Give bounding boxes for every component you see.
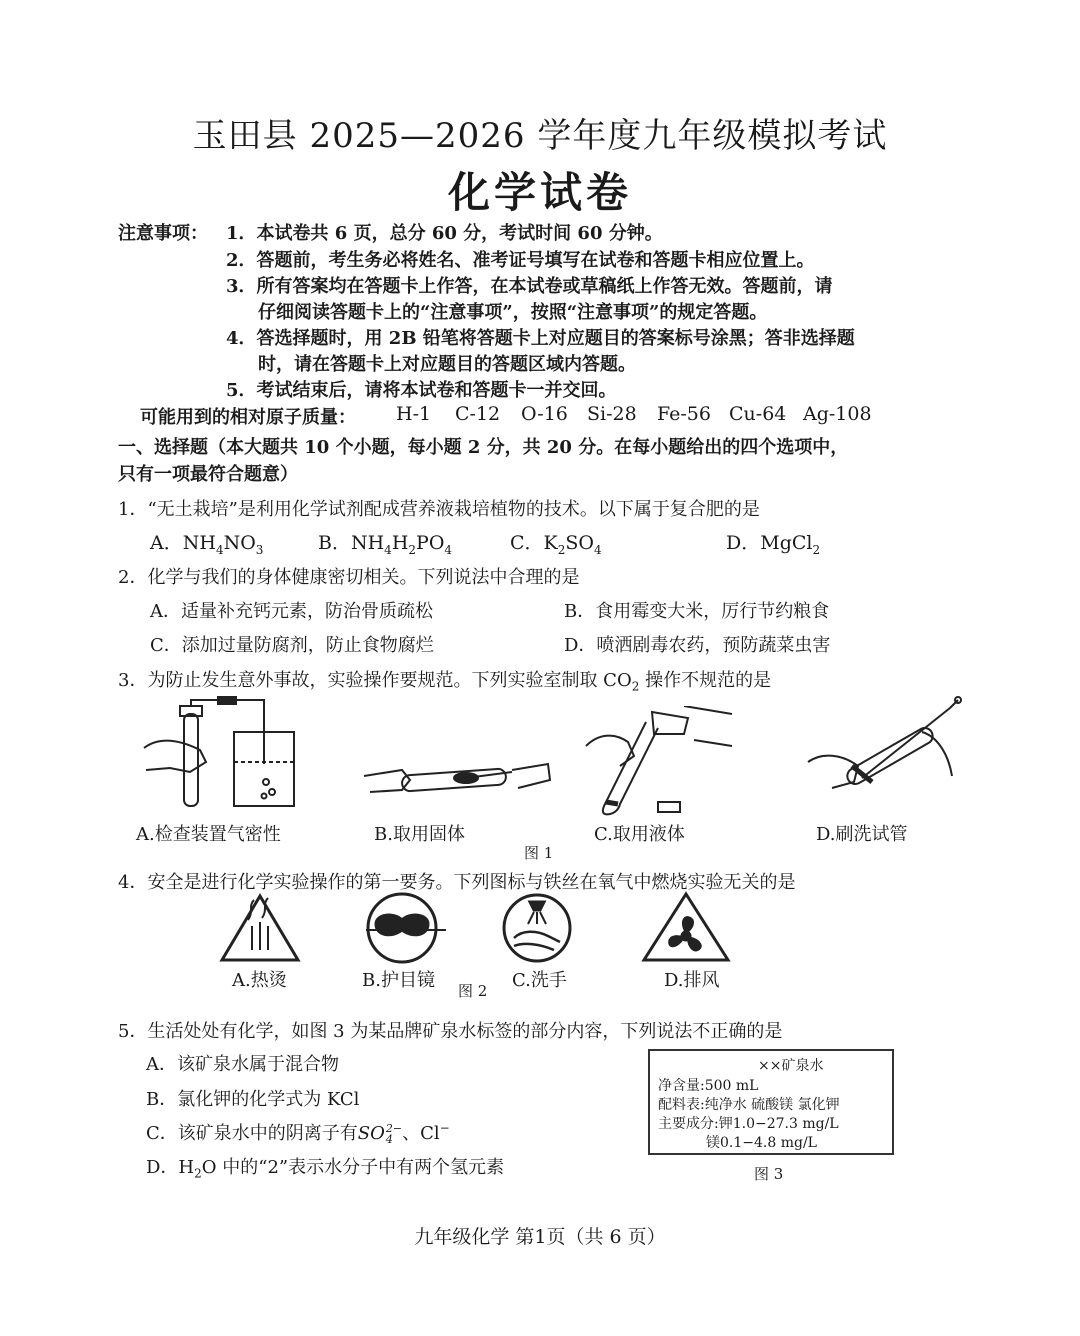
atomic-mass-o: O-16 <box>521 403 568 425</box>
figure1-liquid-pouring-illustration <box>584 706 734 818</box>
atomic-mass-fe: Fe-56 <box>657 403 711 425</box>
notice-item-5: 5．考试结束后，请将本试卷和答题卡一并交回。 <box>226 380 617 401</box>
label-net-content: 净含量:500 mL <box>658 1078 759 1094</box>
q1-option-c: C．$K_2SO_4$ <box>510 532 602 557</box>
q3-caption-c: C.取用液体 <box>594 824 685 845</box>
exhaust-fan-warning-icon <box>640 890 732 964</box>
atomic-mass-cu: Cu-64 <box>729 403 787 425</box>
notice-item-1: 1．本试卷共 6 页，总分 60 分，考试时间 60 分钟。 <box>226 223 663 244</box>
q2-option-a: A．适量补充钙元素，防治骨质疏松 <box>150 601 433 622</box>
atomic-mass-h: H-1 <box>396 403 432 425</box>
figure2-number: 图 2 <box>458 982 488 1000</box>
q5-stem: 5．生活处处有化学，如图 3 为某品牌矿泉水标签的部分内容，下列说法不正确的是 <box>118 1021 783 1042</box>
figure1-tube-brushing-illustration <box>802 696 962 812</box>
q2-option-c: C．添加过量防腐剂，防止食物腐烂 <box>150 635 434 656</box>
figure1-airtightness-check-illustration <box>140 696 320 814</box>
notice-item-3: 3．所有答案均在答题卡上作答，在本试卷或草稿纸上作答无效。答题前，请 <box>226 276 833 297</box>
section1-heading-line2: 只有一项最符合题意） <box>118 464 298 485</box>
q4-caption-b: B.护目镜 <box>362 970 435 991</box>
section1-heading-line1: 一、选择题（本大题共 10 个小题，每小题 2 分，共 20 分。在每小题给出的四个选项中， <box>118 437 849 458</box>
label-magnesium: 镁0.1−4.8 mg/L <box>706 1135 817 1151</box>
label-potassium: 主要成分:钾1.0−27.3 mg/L <box>658 1116 839 1132</box>
figure1-number: 图 1 <box>524 844 554 862</box>
q3-caption-a: A.检查装置气密性 <box>136 824 281 845</box>
q1-stem: 1．“无土栽培”是利用化学试剂配成营养液栽培植物的技术。以下属于复合肥的是 <box>118 499 760 520</box>
atomic-mass-lead: 可能用到的相对原子质量： <box>140 407 356 428</box>
figure3-number: 图 3 <box>754 1165 784 1183</box>
notice-item-3-cont: 仔细阅读答题卡上的“注意事项”，按照“注意事项”的规定答题。 <box>258 302 768 323</box>
q1-option-a: A．$NH_4NO_3$ <box>150 532 264 557</box>
q4-caption-c: C.洗手 <box>512 970 567 991</box>
q4-stem: 4．安全是进行化学实验操作的第一要务。下列图标与铁丝在氧气中燃烧实验无关的是 <box>118 872 796 893</box>
figure1-solid-sampling-illustration <box>362 758 552 808</box>
exam-title: 玉田县 2025—2026 学年度九年级模拟考试 <box>192 116 888 156</box>
q5-option-c: C．该矿泉水中的阴离子有SO 2− 4 、Cl− <box>146 1121 450 1146</box>
mineral-water-label <box>648 1049 894 1155</box>
q2-stem: 2．化学与我们的身体健康密切相关。下列说法中合理的是 <box>118 567 580 588</box>
atomic-mass-ag: Ag-108 <box>803 403 872 425</box>
q3-stem: 3．为防止发生意外事故，实验操作要规范。下列实验室制取 $CO_2$ 操作不规范的是 <box>118 670 772 694</box>
q4-caption-d: D.排风 <box>664 970 720 991</box>
label-title: ××矿泉水 <box>758 1058 824 1074</box>
q5-option-d: D．$H_2O$ 中的“2”表示水分子中有两个氢元素 <box>146 1157 505 1181</box>
notice-lead: 注意事项： <box>118 223 208 244</box>
q2-option-b: B．食用霉变大米，厉行节约粮食 <box>564 601 830 622</box>
notice-item-4: 4．答选择题时，用 2B 铅笔将答题卡上对应题目的答案标号涂黑；答非选择题 <box>226 328 855 349</box>
exam-subject-title: 化学试卷 <box>447 168 632 217</box>
notice-item-2: 2．答题前，考生务必将姓名、准考证号填写在试卷和答题卡相应位置上。 <box>226 250 815 271</box>
q3-caption-d: D.刷洗试管 <box>816 824 908 845</box>
wash-hands-icon <box>500 892 574 964</box>
atomic-mass-si: Si-28 <box>587 403 637 425</box>
q3-caption-b: B.取用固体 <box>374 824 465 845</box>
label-ingredients: 配料表:纯净水 硫酸镁 氯化钾 <box>658 1097 840 1113</box>
hot-surface-warning-icon <box>218 892 302 964</box>
q2-option-d: D．喷洒剧毒农药，预防蔬菜虫害 <box>564 635 831 656</box>
notice-item-4-cont: 时，请在答题卡上对应题目的答题区域内答题。 <box>258 354 636 375</box>
q1-option-b: B．$NH_4H_2PO_4$ <box>318 532 453 557</box>
q5-option-a: A．该矿泉水属于混合物 <box>146 1054 339 1075</box>
q4-caption-a: A.热烫 <box>232 970 287 991</box>
page-footer: 九年级化学 第1页（共 6 页） <box>414 1226 666 1248</box>
q5-option-b: B．氯化钾的化学式为 KCl <box>146 1089 360 1110</box>
atomic-mass-c: C-12 <box>455 403 501 425</box>
goggles-icon <box>360 890 448 964</box>
q1-option-d: D．MgCl$_2$ <box>726 532 821 557</box>
